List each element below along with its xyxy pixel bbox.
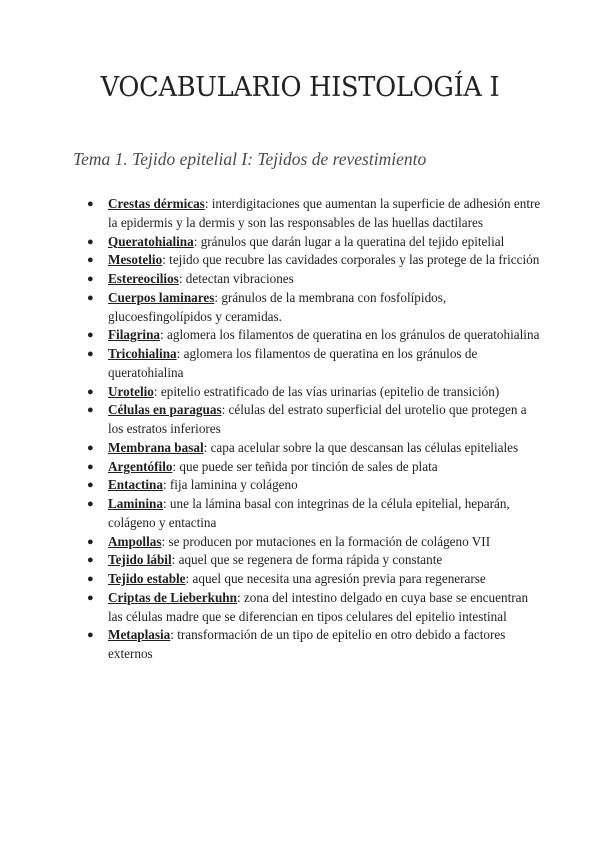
list-item [83,251,543,270]
definition: : células del estrato superficial del urotelio que protegen a los estratos inferiores [108,402,527,436]
definition: : transformación de un tipo de epitelio en otro debido a factores externos [108,627,506,661]
list-item [83,570,543,589]
term: Argentófilo [108,458,173,474]
term: Criptas de Lieberkuhn [108,589,237,605]
term: Laminina [108,496,163,511]
term: Ampollas [108,533,162,549]
definition: : aglomera los filamentos de queratina en los gránulos de queratohialina [160,327,540,343]
bullet-icon: ● [87,629,94,642]
term: Crestas dérmicas [108,196,205,211]
bullet-icon: ● [87,273,94,285]
definition: : gránulos que darán lugar a la queratina del tejido epitelial [193,233,505,249]
list-item [83,476,543,495]
definition: : tejido que recubre las cavidades corporales y las protege de la fricción [162,252,540,268]
term: Células en paraguas [108,402,222,418]
term: Estereocilios [108,271,179,286]
bullet-icon: ● [87,535,94,548]
term: Tejido estable [108,571,186,586]
definition: : zona del intestino delgado en cuya base se encuentran las células madre que se diferencian en tipos celulares del epitelio intestinal [108,589,529,624]
list-item [83,439,543,458]
vocabulary-list [83,195,543,664]
definition: : que puede ser teñida por tinción de sales de plata [172,458,438,474]
definition: : aglomera los filamentos de queratina en los gránulos de queratohialina [108,346,478,380]
list-item [83,458,543,477]
bullet-icon: ● [87,254,94,267]
bullet-icon: ● [87,479,94,492]
list-item [83,533,543,552]
bullet-icon: ● [87,235,94,248]
bullet-icon: ● [87,198,94,210]
list-item [83,270,543,289]
term: Tricohialina [108,346,177,361]
bullet-icon: ● [87,404,94,417]
term: Urotelio [108,383,154,399]
list-item [83,383,543,402]
term: Mesotelio [108,252,163,268]
list-item [83,233,543,252]
term: Queratohialina [108,233,194,249]
list-item [83,401,543,439]
definition: : aquel que se regenera de forma rápida y constante [171,552,443,568]
list-item [83,345,543,383]
definition: : gránulos de la membrana con fosfolípidos, glucoesfingolípidos y ceramidas. [108,289,447,324]
page-title: VOCABULARIO HISTOLOGÍA I [100,72,500,103]
bullet-icon: ● [87,348,94,360]
definition: : aquel que necesita una agresión previa para regenerarse [185,571,486,586]
bullet-icon: ● [87,554,94,567]
definition: : interdigitaciones que aumentan la superficie de adhesión entre la epidermis y la dermis y son las responsables de las huellas dactilares [108,196,541,230]
term: Tejido lábil [108,552,172,568]
section-heading: Tema 1. Tejido epitelial I: Tejidos de revestimiento [73,149,427,169]
bullet-icon: ● [87,498,94,510]
bullet-icon: ● [87,460,94,473]
list-item [83,551,543,570]
term: Entactina [108,477,163,493]
definition: : capa acelular sobre la que descansan las células epiteliales [203,439,519,455]
term: Filagrina [108,327,161,343]
bullet-icon: ● [87,291,94,304]
term: Metaplasia [108,627,171,643]
bullet-icon: ● [87,385,94,398]
bullet-icon: ● [87,329,94,342]
definition: : une la lámina basal con integrinas de la célula epitelial, heparán, colágeno y entactina [108,496,510,530]
list-item [83,326,543,345]
definition: : se producen por mutaciones en la formación de colágeno VII [161,533,491,549]
term: Cuerpos laminares [108,289,215,305]
list-item [83,589,543,627]
term: Membrana basal [108,439,204,455]
bullet-icon: ● [87,591,94,604]
list-item [83,289,543,327]
bullet-icon: ● [87,441,94,454]
list-item [83,195,543,233]
list-item [83,626,543,664]
list-item [83,495,543,533]
bullet-icon: ● [87,573,94,585]
definition: : epitelio estratificado de las vías urinarias (epitelio de transición) [153,383,500,399]
definition: : fija laminina y colágeno [162,477,298,493]
definition: : detectan vibraciones [178,271,294,286]
